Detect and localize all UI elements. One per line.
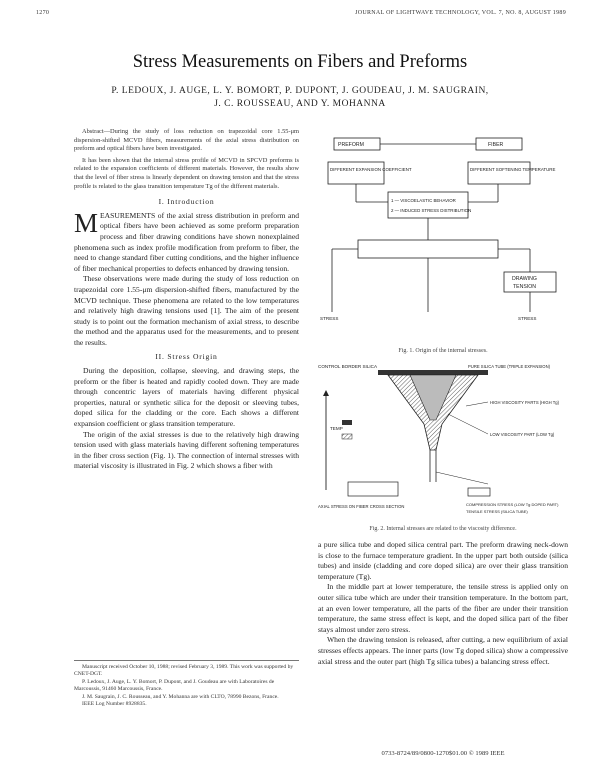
- authors-line-1: P. LEDOUX, J. AUGE, L. Y. BOMORT, P. DUPONT, J. GOUDEAU, J. M. SAUGRAIN,: [111, 86, 489, 96]
- footnote-3: J. M. Saugrain, J. C. Rousseau, and Y. Mohanna are with CLTO, 78990 Bezons, France.: [82, 693, 279, 700]
- center-box: [388, 192, 468, 218]
- copyright-line: 0733-8724/89/0800-1270$01.00 © 1989 IEEE: [381, 750, 505, 757]
- abstract: [74, 128, 299, 191]
- figure-2-shapes: [323, 370, 490, 496]
- footnote-2: P. Ledoux, J. Auge, L. Y. Bomort, P. Dupont, and J. Goudeau are with Laboratoires de Marcoussis, 91460 Marcoussis, France.: [74, 678, 275, 693]
- legend-hatch-swatch: [342, 434, 352, 439]
- origin-p2: The origin of the axial stresses is due to the relatively high drawing tension used with glass materials having different softening temperatures in the fiber cross section (Fig. 1). The connection of internal stresses with material viscosity is illustrated in Fig. 2 which shows a fiber with: [74, 429, 299, 471]
- figure-1-caption: Fig. 1. Origin of the internal stresses.: [398, 348, 488, 354]
- fig1-center-line-2: 2 — INDUCED STRESS DISTRIBUTION: [391, 208, 472, 213]
- page-number: 1270: [36, 10, 50, 16]
- fig1-stress-right: STRESS: [518, 316, 537, 321]
- fig2-bottom-right-label-2: TENSILE STRESS (SILICA TUBE): [466, 509, 528, 514]
- right-p2: In the middle part at lower temperature, the tensile stress is applied only on outer silica tube which are under their transition temperature. In the bottom part, at an even lower temperature, all the parts of the fiber are under their transition temperature, the same stress effect is kept, and the doped silica part of the fiber stays almost under zero stress.: [318, 582, 568, 634]
- origin-heading: II. Stress Origin: [155, 352, 218, 362]
- fig2-right-label-2: LOW VISCOSITY PART (LOW Tg): [490, 432, 555, 437]
- right-p1: a pure silica tube and doped silica central part. The preform drawing neck-down is close to the furnace temperature gradient. In the upper part both outside (silica tubes) and inside (cladding and core doped silica) are over their glass transition temperature (Tg).: [318, 540, 568, 581]
- figure-2-caption: Fig. 2. Internal stresses are related to the viscosity difference.: [369, 526, 517, 532]
- fig2-top-right-label: PURE SILICA TUBE (TRIPLE EXPANSION): [468, 364, 550, 369]
- intro-heading: I. Introduction: [158, 197, 215, 207]
- intro-dropcap: M: [74, 207, 99, 238]
- cross-section-box: [348, 482, 398, 496]
- lower-box: [358, 240, 498, 258]
- preform-top-bar: [378, 370, 488, 375]
- fig2-temp-label: TEMP: [330, 426, 343, 431]
- stress-profile-box: [468, 488, 490, 496]
- temperature-arrow: [323, 390, 329, 396]
- fig1-expansion-label: DIFFERENT EXPANSION COEFFICIENT: [330, 167, 412, 172]
- intro-p2: These observations were made during the study of loss reduction on trapezoidal core 1.55-μm dispersion-shifted fibers, manufactured by the MCVD technique. These phenomena are related to the low temperatures and relatively high drawing tensions used [1]. The aim of the present study is to point out the formation mechanism of axial stress, to describe the method and the apparatus used for the measurements, and to present the results.: [74, 274, 299, 347]
- paper-title: Stress Measurements on Fibers and Preforms: [132, 52, 468, 72]
- fig1-fiber-label: FIBER: [488, 142, 504, 148]
- expansion-box: [328, 162, 384, 184]
- fig1-softening-label: DIFFERENT SOFTENING TEMPERATURE: [470, 167, 556, 172]
- abstract-p2: It has been shown that the internal stress profile of MCVD in SPCVD preforms is related to the expansion coefficients of different materials. However, the results show that the level of fiber stress is linearly dependent on drawing tension and that the stress profile is related to the glass transition temperature Tg of the different materials.: [74, 156, 299, 190]
- leader-3: [436, 472, 488, 484]
- figure-2-diagram: [318, 362, 568, 522]
- right-p3: When the drawing tension is released, after cutting, a new equilibrium of axial stresses effects appears. The inner parts (low Tg doped silica) show a compressive axial stress and the outer part (high Tg silica tubes) a balancing stress effect.: [318, 635, 568, 666]
- fig1-stress-left: STRESS: [320, 316, 339, 321]
- authors-line-2: J. C. ROUSSEAU, AND Y. MOHANNA: [214, 99, 386, 109]
- journal-header: JOURNAL OF LIGHTWAVE TECHNOLOGY, VOL. 7, NO. 8, AUGUST 1989: [355, 10, 566, 16]
- figure-1-flowchart: [318, 132, 568, 347]
- fig1-tension-label: TENSION: [513, 284, 537, 290]
- abstract-p1: Abstract—During the study of loss reduction on trapezoidal core 1.55-μm dispersion-shifted MCVD fibers, measurements of the axial stress distribution on preform and optical fibers have been investigated.: [74, 128, 299, 153]
- intro-p1: EASUREMENTS of the axial stress distribution in preform and optical fibers have been achieved as some preform preparation process and fiber drawing conditions have shown nonexplained phenomena such as index profile modification from preform to fiber, the need to change standard fiber cutting conditions, and the higher influence of fiber mechanical properties to defects enhanced by drawing tension.: [74, 210, 299, 273]
- fig2-bottom-right-label: COMPRESSION STRESS (LOW Tg DOPED PART): [466, 502, 559, 507]
- figure-1-labels: [320, 142, 555, 321]
- legend-high-swatch: [342, 420, 352, 425]
- footnote-1: Manuscript received October 10, 1988; revised February 3, 1989. This work was supported by CNET-DGT.: [74, 664, 294, 678]
- fig2-bottom-left-label: AXIAL STRESS ON FIBER CROSS SECTION: [318, 504, 405, 509]
- fig1-drawing-label: DRAWING: [512, 276, 537, 282]
- fig2-right-label-1: HIGH VISCOSITY PARTS (HIGH Tg): [490, 400, 560, 405]
- right-column: [318, 540, 568, 667]
- softening-box: [468, 162, 530, 184]
- footnotes: [74, 660, 299, 708]
- fig2-top-left-label: CONTROL BORDER SILICA: [318, 364, 378, 369]
- leader-2: [448, 414, 488, 434]
- origin-p1: During the deposition, collapse, sleeving, and drawing steps, the preform or the fiber is heated and rapidly cooled down. They are made through concentric layers of materials having different physical properties, natural or synthetic silica for the deposit or sleeving tubes, doped silica for the cladding or the core. Each shows a different expansion coefficient or glass transition temperature.: [74, 366, 299, 429]
- fig1-center-line-1: 1 — VISCOELASTIC BEHAVIOR: [391, 198, 456, 203]
- fig1-preform-label: PREFORM: [338, 142, 364, 148]
- leader-1: [466, 402, 488, 406]
- left-column: [74, 128, 299, 472]
- footnote-4: IEEE Log Number 8928835.: [82, 701, 147, 708]
